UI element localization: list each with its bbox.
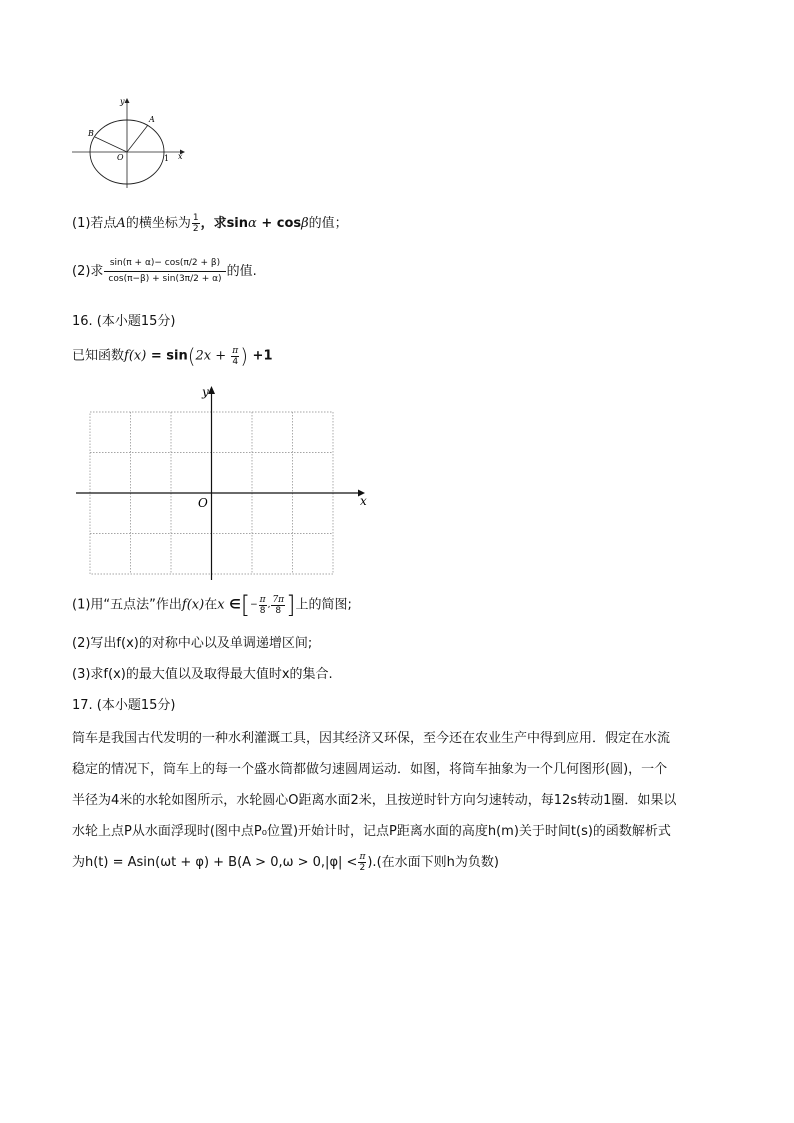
fig1-label-x: x <box>178 152 183 161</box>
q16-p1-left-num: π <box>259 594 266 605</box>
q16-p1-right-frac <box>271 595 285 616</box>
fig1-y-arrow <box>125 98 130 103</box>
q16-label-O: O <box>198 496 208 510</box>
q16-intro-eq: = sin <box>146 348 188 364</box>
q16-intro-arg: 2x + <box>195 348 231 364</box>
q16-label-x: x <box>360 494 367 508</box>
q16-p1-left-den: 8 <box>259 605 266 616</box>
q17-line5-end: ).(在水面下则h为负数) <box>367 855 499 870</box>
q16-p1-right-num: 7π <box>272 594 285 605</box>
q16-p1-fx: f(x) <box>181 597 205 613</box>
q15-p1-alpha: α <box>248 216 257 231</box>
unit-circle-figure <box>68 94 192 190</box>
q16-p1-right-den: 8 <box>275 605 282 616</box>
q17-line4: 水轮上点P从水面浮现时(图中点P₀位置)开始计时，记点P距离水面的高度h(m)关于时间t(s)的函数解析式 <box>72 824 671 839</box>
q15-p2-prefix: (2)求 <box>72 264 104 279</box>
q17-line5-pi: π <box>359 852 366 862</box>
q15-p2-denominator: cos(π−β) + sin(3π/2 + α) <box>108 274 222 284</box>
fig1-label-A: A <box>149 115 155 124</box>
q16-part3: (3)求f(x)的最大值以及取得最大值时x的集合. <box>72 667 333 682</box>
q16-p1-lbracket: [ <box>240 591 251 619</box>
q15-p1-beta: β <box>301 216 309 231</box>
q15-p2-numerator: sin(π + α)− cos(π/2 + β) <box>104 256 225 272</box>
q16-heading: 16. (本小题15分) <box>72 314 176 329</box>
q16-p1-rbracket: ] <box>286 591 296 619</box>
q16-y-arrow <box>208 386 215 394</box>
q16-intro <box>72 341 273 372</box>
fig1-label-y: y <box>120 97 125 106</box>
q16-p1-left-frac <box>259 595 267 616</box>
q15-p1-point-A: A <box>116 216 126 231</box>
q15-p1-prefix: (1)若点 <box>72 216 117 231</box>
q15-p1-fraction <box>192 213 200 234</box>
q16-p1-prefix: (1)用“五点法”作出 <box>72 597 182 613</box>
q17-line1: 筒车是我国古代发明的一种水利灌溉工具，因其经济又环保，至今还在农业生产中得到应用．假定在水流 <box>72 731 671 746</box>
q16-intro-lparen: ( <box>187 344 196 368</box>
fig1-label-O: O <box>117 153 124 162</box>
q15-p1-mid: 的横坐标为 <box>125 216 191 231</box>
q16-grid-figure <box>72 382 372 582</box>
fig1-ray-OA <box>127 125 148 152</box>
q16-intro-four: 4 <box>232 356 239 367</box>
q17-line5-fraction <box>358 852 366 873</box>
q15-p2-end: 的值. <box>226 264 257 279</box>
q15-p1-end: 的值； <box>308 216 348 231</box>
q16-p1-in: 在 <box>204 597 218 613</box>
q15-p1-frac-den: 2 <box>192 224 199 234</box>
q16-intro-end: +1 <box>248 348 273 364</box>
q16-p1-comma: , <box>267 600 271 610</box>
q16-intro-fx: f(x) <box>124 348 147 364</box>
q17-line5 <box>72 847 722 878</box>
q16-p1-end: 上的简图; <box>295 597 352 613</box>
q16-part2: (2)写出f(x)的对称中心以及单调递增区间; <box>72 636 313 651</box>
fig1-label-1: 1 <box>164 154 170 163</box>
q16-p1-minus: − <box>250 600 258 610</box>
q17-line5-prefix: 为h(t) = Asin(ωt + φ) + B(A > 0,ω > 0,|φ| < <box>72 855 358 870</box>
q16-intro-rparen: ) <box>240 344 249 368</box>
fig1-label-B: B <box>88 129 94 138</box>
q16-intro-fraction <box>231 346 239 367</box>
q16-label-y: y <box>202 385 209 399</box>
q17-body <box>72 723 722 878</box>
q15-p1-frac-num: 1 <box>192 213 199 223</box>
q16-intro-prefix: 已知函数 <box>72 348 125 364</box>
q15-part1 <box>72 213 348 234</box>
q17-line5-two: 2 <box>359 863 366 873</box>
q15-p1-plus-cos: + cos <box>256 216 302 231</box>
q17-line2: 稳定的情况下，筒车上的每一个盛水筒都做匀速圆周运动．如图，将筒车抽象为一个几何图形(圆)，一个 <box>72 762 668 777</box>
q16-intro-pi: π <box>232 345 239 356</box>
q15-p1-suffix: ，求sin <box>200 216 249 231</box>
q16-p1-x: x <box>217 597 225 613</box>
q15-p2-fraction <box>104 256 225 287</box>
fig1-ray-OB <box>95 137 127 152</box>
q16-part1 <box>72 590 352 621</box>
q17-line3: 半径为4米的水轮如图所示，水轮圆心O距离水面2米，且按逆时针方向匀速转动，每12s转动1圈．如果以 <box>72 793 677 808</box>
q15-part2 <box>72 249 257 295</box>
q17-heading: 17. (本小题15分) <box>72 698 176 713</box>
q16-p1-elem: ∈ <box>224 597 241 613</box>
